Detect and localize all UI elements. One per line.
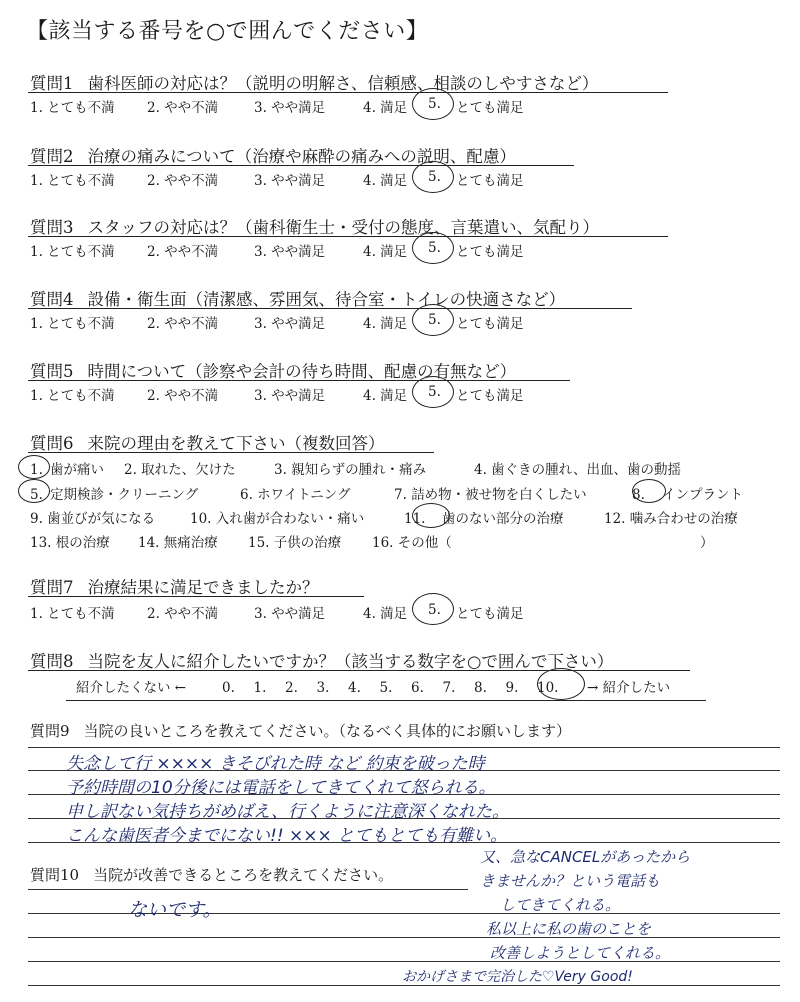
q2-label: 質問2 bbox=[30, 147, 74, 166]
q4-option-5[interactable]: 5. bbox=[428, 312, 441, 328]
q2-option-4[interactable]: 4. 満足 bbox=[363, 173, 408, 189]
q4-option-3[interactable]: 3. やや満足 bbox=[254, 316, 326, 332]
q10-handwriting-right-6[interactable]: おかげさまで完治した♡Very Good! bbox=[402, 969, 633, 985]
q8-scale-0[interactable]: 0. bbox=[222, 680, 235, 696]
q10-rule-1 bbox=[28, 889, 468, 890]
q10-rule-3 bbox=[28, 937, 780, 938]
q1-circle-5 bbox=[412, 88, 454, 120]
q1-label: 質問1 bbox=[30, 74, 74, 93]
q6-underline bbox=[28, 452, 434, 453]
q7-label: 質問7 bbox=[30, 578, 74, 597]
q10-handwriting-right-4[interactable]: 私以上に私の歯のことを bbox=[486, 920, 652, 938]
q6-option-1[interactable]: 歯が痛い bbox=[50, 462, 104, 478]
q6-option-11-num[interactable]: 11. bbox=[404, 511, 426, 527]
q10-handwriting-right-1[interactable]: 又、急なCANCELがあったから bbox=[480, 848, 691, 866]
q9-rule-1 bbox=[28, 747, 780, 748]
q10-handwriting-right-2[interactable]: きませんか？という電話も bbox=[480, 872, 661, 890]
q5-circle-5 bbox=[412, 376, 454, 408]
q4-heading bbox=[30, 286, 565, 310]
q6-option-16-close: ） bbox=[700, 535, 714, 551]
q5-option-5-text[interactable]: とても満足 bbox=[456, 388, 524, 404]
q3-text: スタッフの対応は？（歯科衛生士・受付の態度、言葉遣い、気配り） bbox=[87, 218, 599, 237]
q6-circle-1 bbox=[18, 455, 50, 479]
q8-label: 質問8 bbox=[30, 652, 74, 671]
q1-text: 歯科医師の対応は？（説明の明解さ、信頼感、相談のしやすさなど） bbox=[87, 74, 599, 93]
q6-text: 来院の理由を教えて下さい（複数回答） bbox=[87, 434, 385, 453]
q4-option-5-text[interactable]: とても満足 bbox=[456, 316, 524, 332]
q8-circle-10 bbox=[537, 668, 585, 700]
q3-heading bbox=[30, 214, 599, 238]
q2-circle-5 bbox=[412, 161, 454, 193]
q5-option-3[interactable]: 3. やや満足 bbox=[254, 388, 326, 404]
q6-option-5-num[interactable]: 5. bbox=[30, 487, 43, 503]
q2-option-3[interactable]: 3. やや満足 bbox=[254, 173, 326, 189]
q7-option-5[interactable]: とても満足 bbox=[456, 606, 524, 622]
q3-option-1[interactable]: 1. とても不満 bbox=[30, 244, 115, 260]
q9-handwriting-line-2[interactable]: 予約時間の10分後には電話をしてきてくれて怒られる。 bbox=[66, 778, 496, 798]
q8-left-label: 紹介したくない ← bbox=[76, 680, 187, 696]
q10-label: 質問10 bbox=[30, 866, 80, 884]
q8-scale-2[interactable]: 2. bbox=[285, 680, 298, 696]
q6-option-1-num[interactable]: 1. bbox=[30, 462, 43, 478]
q1-underline bbox=[28, 92, 668, 93]
q9-text: 当院の良いところを教えてください。（なるべく具体的にお願いします） bbox=[83, 722, 572, 740]
q6-option-14[interactable]: 14. 無痛治療 bbox=[138, 535, 218, 551]
q10-heading bbox=[30, 864, 393, 885]
q8-heading bbox=[30, 648, 613, 672]
q5-label: 質問5 bbox=[30, 362, 74, 381]
q9-handwriting-line-3[interactable]: 申し訳ない気持ちがめばえ、行くように注意深くなれた。 bbox=[66, 802, 510, 822]
q6-option-9[interactable]: 9. 歯並びが気になる bbox=[30, 511, 156, 527]
q10-handwriting-left[interactable]: ないです。 bbox=[128, 899, 222, 921]
q8-scale-9[interactable]: 9. bbox=[505, 680, 519, 696]
q1-option-2[interactable]: 2. やや不満 bbox=[147, 100, 219, 116]
q7-option-3[interactable]: 3. やや満足 bbox=[254, 606, 326, 622]
q6-circle-8 bbox=[632, 479, 666, 503]
q2-option-2[interactable]: 2. やや不満 bbox=[147, 173, 219, 189]
q6-option-12[interactable]: 12. 噛み合わせの治療 bbox=[604, 511, 738, 527]
q9-heading bbox=[30, 720, 571, 741]
q2-text: 治療の痛みについて（治療や麻酔の痛みへの説明、配慮） bbox=[87, 147, 516, 166]
q4-underline bbox=[28, 308, 632, 309]
q4-label: 質問4 bbox=[30, 290, 74, 309]
q7-text: 治療結果に満足できましたか？ bbox=[87, 578, 319, 597]
q8-scale-4[interactable]: 4. bbox=[348, 680, 361, 696]
q8-right-label: → 紹介したい bbox=[587, 680, 671, 696]
q8-scale-7[interactable]: 7. bbox=[442, 680, 456, 696]
q5-option-4[interactable]: 4. 満足 bbox=[363, 388, 408, 404]
q6-option-5[interactable]: 定期検診・クリーニング bbox=[50, 487, 199, 503]
q3-option-4[interactable]: 4. 満足 bbox=[363, 244, 408, 260]
q8-underline bbox=[28, 670, 690, 671]
q6-option-4[interactable]: 4. 歯ぐきの腫れ、出血、歯の動揺 bbox=[474, 462, 681, 478]
q6-row-1 bbox=[30, 458, 681, 478]
q7-underline bbox=[28, 596, 364, 597]
q8-text: 当院を友人に紹介したいですか？（該当する数字を○で囲んで下さい） bbox=[87, 652, 614, 671]
q3-option-2[interactable]: 2. やや不満 bbox=[147, 244, 219, 260]
q4-option-1[interactable]: 1. とても不満 bbox=[30, 316, 115, 332]
q6-option-3[interactable]: 3. 親知らずの腫れ・痛み bbox=[274, 462, 427, 478]
q1-option-1[interactable]: 1. とても不満 bbox=[30, 100, 115, 116]
q8-scale-underline bbox=[66, 700, 706, 701]
q3-circle-5 bbox=[412, 232, 454, 264]
q3-label: 質問3 bbox=[30, 218, 74, 237]
q9-handwriting-line-4[interactable]: こんな歯医者今までにない!! ××× とてもとても有難い。 bbox=[66, 826, 508, 846]
q5-text: 時間について（診察や会計の待ち時間、配慮の有無など） bbox=[87, 362, 517, 381]
q10-handwriting-right-5[interactable]: 改善しようとしてくれる。 bbox=[490, 944, 671, 962]
q6-option-8[interactable]: インプラント bbox=[662, 487, 743, 503]
q4-option-2[interactable]: 2. やや不満 bbox=[147, 316, 219, 332]
q7-option-4[interactable]: 4. 満足 bbox=[363, 606, 408, 622]
q2-option-5-text[interactable]: とても満足 bbox=[456, 173, 524, 189]
q7-option-2[interactable]: 2. やや不満 bbox=[147, 606, 219, 622]
q6-option-10[interactable]: 10. 入れ歯が合わない・痛い bbox=[190, 511, 365, 527]
q3-underline bbox=[28, 236, 668, 237]
q5-option-1[interactable]: 1. とても不満 bbox=[30, 388, 115, 404]
q9-handwriting-line-1[interactable]: 失念して行 ×××× きそびれた時 など 約束を破った時 bbox=[66, 754, 485, 774]
q7-circle-5 bbox=[412, 593, 454, 625]
q6-circle-11 bbox=[412, 503, 450, 528]
q5-underline bbox=[28, 380, 570, 381]
q6-option-2[interactable]: 2. 取れた、欠けた bbox=[124, 462, 236, 478]
q4-text: 設備・衛生面（清潔感、雰囲気、待合室・トイレの快適さなど） bbox=[87, 290, 566, 309]
q4-circle-5 bbox=[412, 304, 454, 336]
q7-option-1[interactable]: 1. とても不満 bbox=[30, 606, 115, 622]
q5-option-5[interactable]: 5. bbox=[428, 384, 441, 400]
q6-circle-5 bbox=[18, 479, 50, 503]
q10-text: 当院が改善できるところを教えてください。 bbox=[93, 866, 394, 884]
q1-option-5[interactable]: 5. bbox=[428, 96, 441, 112]
q6-option-8-num[interactable]: 8. bbox=[632, 487, 645, 503]
q1-heading bbox=[30, 70, 598, 94]
q6-option-6[interactable]: 6. ホワイトニング bbox=[240, 487, 351, 503]
q6-option-15[interactable]: 15. 子供の治療 bbox=[248, 535, 342, 551]
q6-label: 質問6 bbox=[30, 434, 74, 453]
q3-option-5[interactable]: 5. bbox=[428, 240, 441, 256]
q8-scale-6[interactable]: 6. bbox=[411, 680, 424, 696]
q8-scale-5[interactable]: 5. bbox=[379, 680, 393, 696]
q1-option-5-text[interactable]: とても満足 bbox=[456, 100, 524, 116]
q6-option-11[interactable]: 歯のない部分の治療 bbox=[442, 511, 564, 527]
q6-row-3 bbox=[30, 507, 738, 527]
q2-option-5[interactable]: 5. bbox=[428, 169, 441, 185]
q8-scale-3[interactable]: 3. bbox=[316, 680, 330, 696]
page-title: 【該当する番号を○で囲んでください】 bbox=[26, 19, 429, 44]
q8-scale-1[interactable]: 1. bbox=[253, 680, 267, 696]
q2-option-1[interactable]: 1. とても不満 bbox=[30, 173, 115, 189]
q5-option-2[interactable]: 2. やや不満 bbox=[147, 388, 219, 404]
q9-label: 質問9 bbox=[30, 722, 70, 740]
q10-handwriting-right-3[interactable]: してきてくれる。 bbox=[500, 896, 621, 914]
q7-heading bbox=[30, 574, 319, 598]
q6-heading bbox=[30, 430, 385, 454]
q6-option-16[interactable]: 16. その他（ bbox=[372, 535, 452, 551]
q3-option-5-text[interactable]: とても満足 bbox=[456, 244, 524, 260]
q7-option-5-num[interactable]: 5. bbox=[428, 602, 441, 618]
q6-option-13[interactable]: 13. 根の治療 bbox=[30, 535, 110, 551]
q1-option-3[interactable]: 3. やや満足 bbox=[254, 100, 326, 116]
q3-option-3[interactable]: 3. やや満足 bbox=[254, 244, 326, 260]
q6-option-7[interactable]: 7. 詰め物・被せ物を白くしたい bbox=[394, 487, 587, 503]
q4-option-4[interactable]: 4. 満足 bbox=[363, 316, 408, 332]
q6-row-4 bbox=[30, 531, 714, 551]
q2-underline bbox=[28, 165, 574, 166]
q8-scale-8[interactable]: 8. bbox=[474, 680, 487, 696]
q8-scale-10[interactable]: 10. bbox=[537, 680, 559, 696]
q1-option-4[interactable]: 4. 満足 bbox=[363, 100, 408, 116]
